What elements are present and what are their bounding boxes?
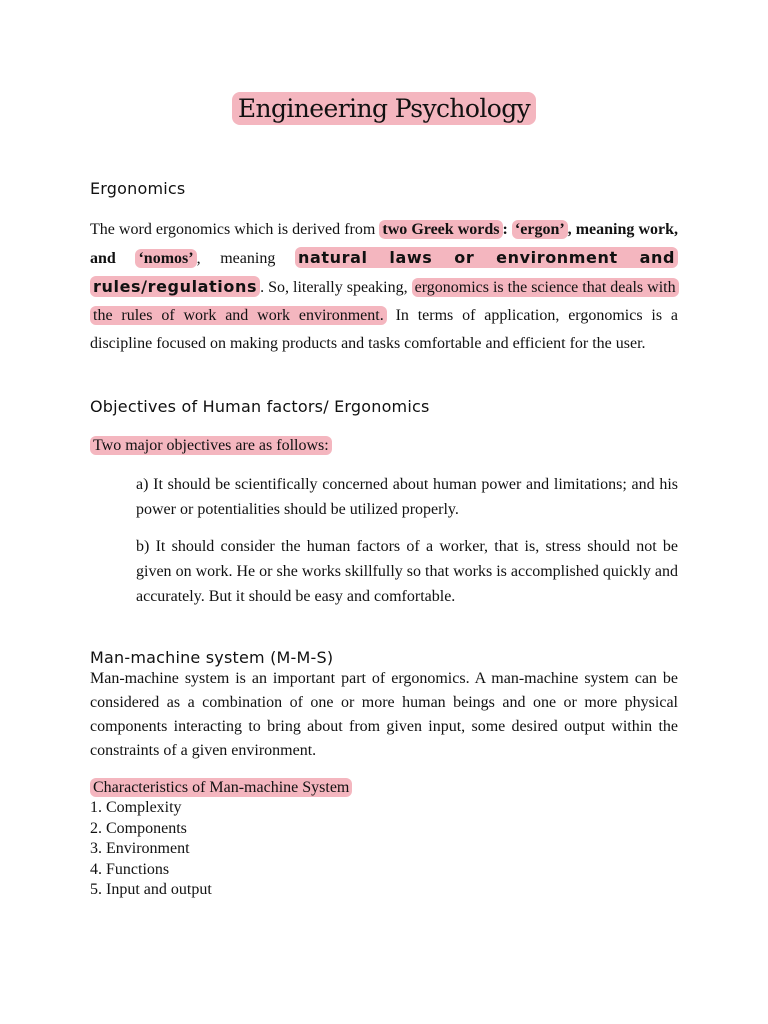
man-machine-paragraph: Man-machine system is an important part of ergonomics. A man-machine system can be considered as a combination of one or more human beings and one or more physical components interacting to bring about from given input, some desired output within the constraints of a given environment. (90, 670, 678, 759)
objectives-heading: Objectives of Human factors/ Ergonomics (90, 397, 430, 416)
greek-words-highlight: two Greek words (379, 220, 502, 239)
objectives-intro (90, 434, 678, 458)
list-item: 5. Input and output (90, 881, 212, 898)
characteristics-highlight: Characteristics of Man-machine System (90, 778, 352, 797)
definition-highlight: ergonomics is the science that deals with the rules of work and work environment. (90, 278, 679, 325)
objective-item-b: b) It should consider the human factors of a worker, that is, stress should not be given on work. He or she works skillfully so that works is accomplished quickly and accurately. But it should be easy and comfortable. (136, 538, 678, 605)
ergon-highlight: ‘ergon’ (512, 220, 568, 239)
objectives-intro-highlight: Two major objectives are as follows: (90, 436, 332, 455)
ergonomics-paragraph (90, 216, 678, 358)
colon-text: : (502, 221, 512, 238)
characteristics-list (90, 798, 678, 901)
meaning-work-text: , meaning work, (567, 221, 679, 238)
ergonomics-text-1: The word ergonomics which is derived from (90, 221, 380, 238)
list-item: 3. Environment (90, 840, 190, 857)
natural-laws-highlight: natural laws or environment and rules/regulations (90, 247, 678, 297)
list-item: 1. Complexity (90, 799, 182, 816)
list-item: 4. Functions (90, 860, 170, 878)
objective-item-a: a) It should be scientifically concerned about human power and limitations; and his power or potentialities should be utilized properly. (136, 476, 678, 518)
list-item: 2. Components (90, 819, 187, 837)
so-literally-text: . So, literally speaking, (260, 279, 412, 296)
characteristics-heading (90, 777, 678, 798)
page-title (90, 0, 678, 123)
title-highlight: Engineering Psychology (232, 92, 536, 125)
nomos-highlight: ‘nomos’ (135, 249, 196, 268)
ergonomics-text-2: In terms of application, ergonomics is a discipline focused on making products and tasks comfortable and efficient for the user. (90, 307, 679, 352)
man-machine-heading: Man-machine system (M-M-S) (90, 648, 334, 667)
comma-meaning-text: , meaning (196, 250, 295, 267)
and-text: and (90, 250, 136, 267)
ergonomics-heading: Ergonomics (90, 179, 186, 198)
